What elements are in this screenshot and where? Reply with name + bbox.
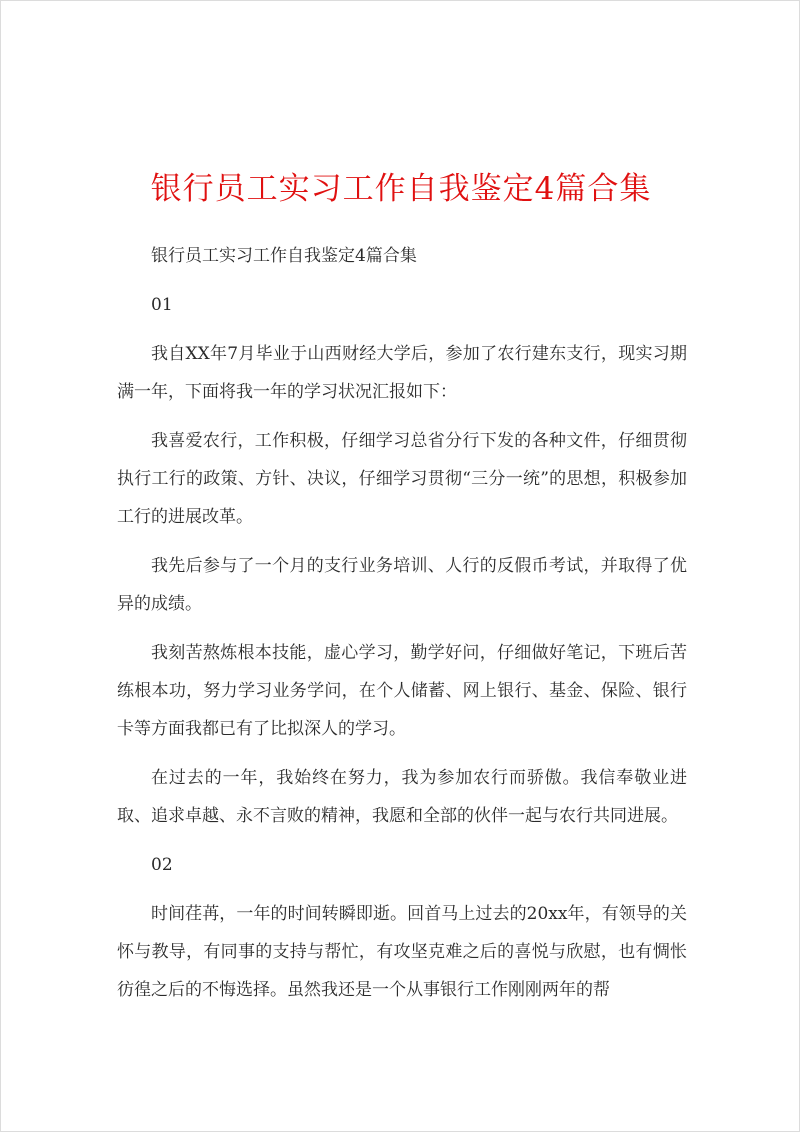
paragraph-training: 我先后参与了一个月的支行业务培训、人行的反假币考试，并取得了优异的成绩。	[117, 556, 687, 614]
paragraph-year-review: 时间荏苒，一年的时间转瞬即逝。回首马上过去的20xx年，有领导的关怀与教导，有同事的支持与帮忙，有攻坚克难之后的喜悦与欣慰，也有惆怅彷徨之后的不悔选择。虽然我还是一个从事银行工作刚刚两年的帮	[117, 904, 687, 1000]
document-body	[117, 237, 687, 1020]
paragraph-work-attitude: 我喜爱农行，工作积极，仔细学习总省分行下发的各种文件，仔细贯彻执行工行的政策、方针、决议，仔细学习贯彻“三分一统”的思想，积极参加工行的进展改革。	[117, 431, 687, 527]
section-number-02: 02	[151, 855, 173, 875]
section-number-01: 01	[151, 295, 173, 315]
paragraph-skills: 我刻苦熬炼根本技能，虚心学习，勤学好问，仔细做好笔记，下班后苦练根本功，努力学习业务学问，在个人储蓄、网上银行、基金、保险、银行卡等方面我都已有了比拟深人的学习。	[117, 643, 687, 739]
document-title: 银行员工实习工作自我鉴定4篇合集	[150, 171, 652, 207]
subtitle-paragraph: 银行员工实习工作自我鉴定4篇合集	[151, 246, 417, 266]
paragraph-internship-report: 我自XX年7月毕业于山西财经大学后，参加了农行建东支行，现实习期满一年，下面将我一年的学习状况汇报如下：	[117, 344, 687, 402]
paragraph-summary: 在过去的一年，我始终在努力，我为参加农行而骄傲。我信奉敬业进取、追求卓越、永不言败的精神，我愿和全部的伙伴一起与农行共同进展。	[117, 768, 687, 826]
